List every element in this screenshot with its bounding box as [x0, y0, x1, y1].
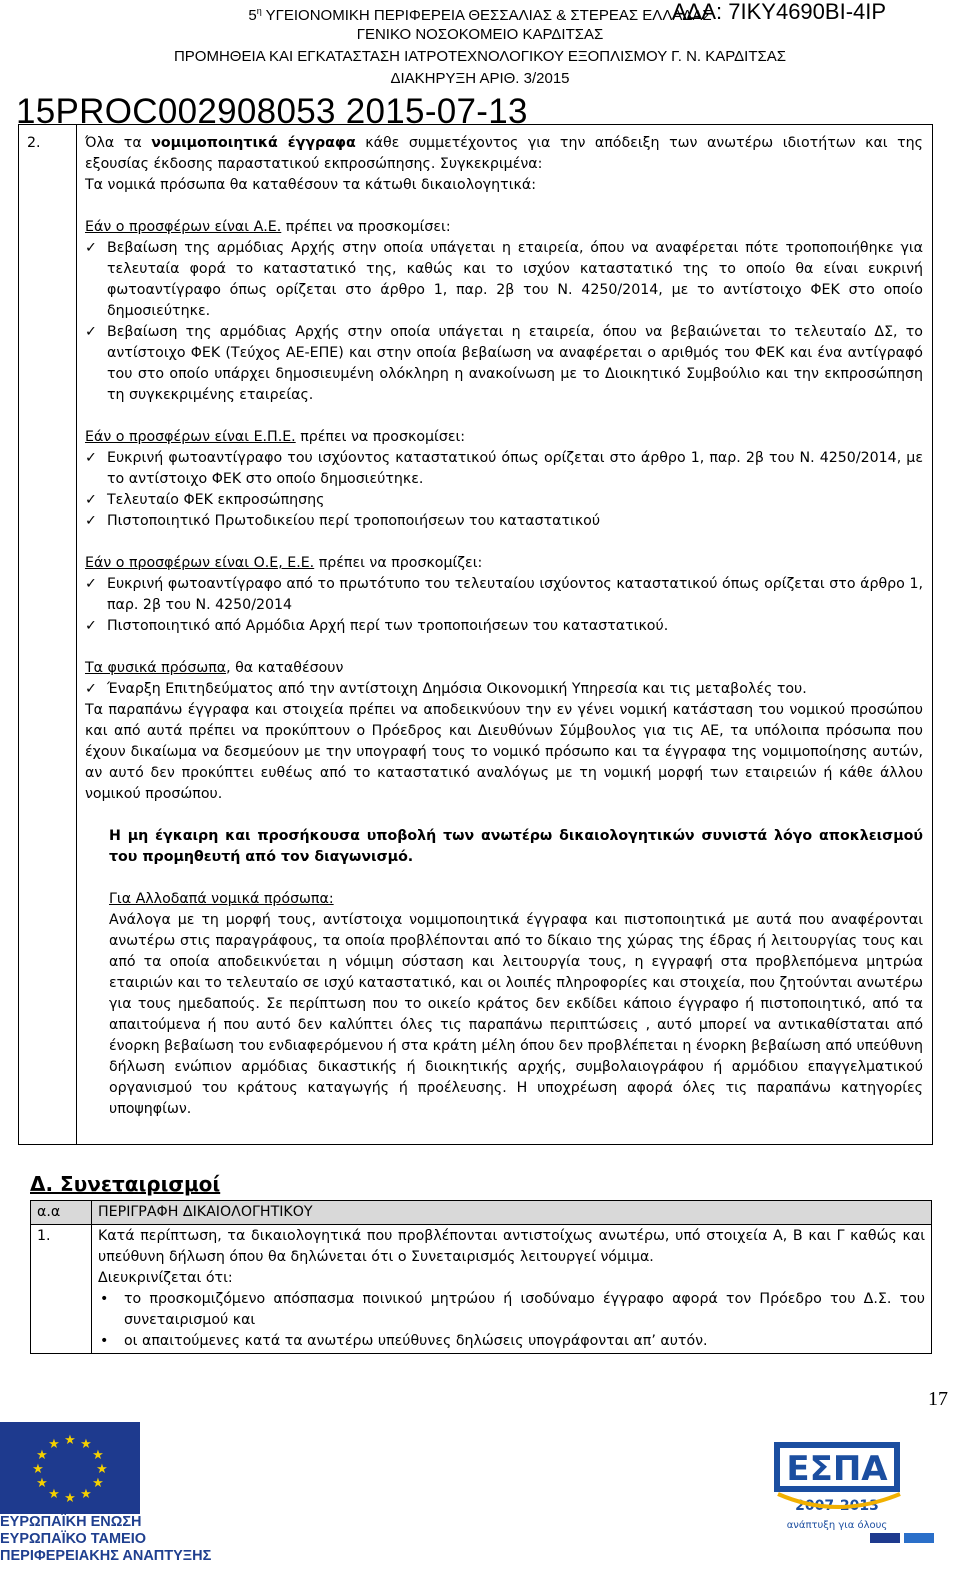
ae-item: [85, 238, 923, 322]
row-bullet: [98, 1331, 925, 1352]
row-bullet: [98, 1289, 925, 1331]
eu-caption: [0, 1514, 211, 1565]
check-icon: ✓: [85, 492, 97, 508]
header-region-number: 5: [248, 7, 257, 24]
oe-heading-underlined: Εάν ο προσφέρων είναι Ο.Ε, Ε.Ε.: [85, 555, 315, 571]
epe-item: [85, 511, 923, 532]
check-icon: ✓: [85, 240, 97, 256]
header-declaration: ΔΙΑΚΗΡΥΞΗ ΑΡΙΘ. 3/2015: [390, 70, 570, 87]
fp-paragraph: Τα παραπάνω έγγραφα και στοιχεία πρέπει να αποδεικνύουν την εν γένει νομική κατάσταση του νομικού προσώπου και από αυτά πρέπει να προκύπτουν ο Πρόεδρος και Διευθύνων Σύμβουλος για τις ΑΕ, τα υπόλοιπα πρόσωπα που έχουν δικαίωμα να δεσμεύουν με την υπογραφή τους το νομικό πρόσωπο και τα έγγραφα της νομιμοποίησης αυτών, αν αυτό δεν προκύπτει ευθέως από το καταστατικό αναλόγως με τη νομική μορφή των εταιρειών ή κάθε άλλου νομικού προσώπου.: [85, 702, 923, 802]
svg-text:★: ★: [48, 1487, 60, 1502]
foreign-paragraph: Ανάλογα με τη μορφή τους, αντίστοιχα νομιμοποιητικά έγγραφα και πιστοποιητικά με αυτά που αναφέρονται ανωτέρω στις παραγράφους, τα οποία προβλέπονται από το δίκαιο της χώρας της έδρας ή λειτουργίας τους και από τα οποία αποδεικνύεται η νόμιμη σύσταση και λειτουργία τους, η εγγραφή στα προβλεπόμενα μητρώα εταιριών και το τελευταίο σε ισχύ καταστατικό, και οι λοιπές πληροφορίες και στοιχεία, που ζητούνται ανωτέρω για τους ημεδαπούς. Σε περίπτωση που το οικείο κράτος δεν εκδίδει κάποιο έγγραφο ή πιστοποιητικό, από τα απαιτούμενα ή που αυτό δεν καλύπτει όλες τις παραπάνω περιπτώσεις , αυτό μπορεί να αντικαθίσταται από ένορκη βεβαίωση του ενδιαφερόμενου ή στα κράτη μέλη όπου δεν προβλέπεται η ένορκη βεβαίωση από υπεύθυνη δήλωση ενώπιον αρμόδιας δικαστικής ή διοικητικής αρχής, συμβολαιογράφου ή αρμόδιου επαγγελματικού οργανισμού του κράτους καταγωγής ή προέλευσης. Η υποχρέωση αφορά όλες τις παραπάνω κατηγορίες υποψηφίων.: [109, 912, 923, 1117]
espa-logo-icon: [750, 1432, 940, 1544]
bullet-icon: •: [100, 1333, 109, 1349]
proc-stamp: 15PROC002908053 2015-07-13: [16, 92, 528, 131]
epe-item: [85, 490, 923, 511]
requirements-box: [18, 124, 933, 1145]
intro-post: κάθε συμμετέχοντος για την απόδειξη των ανωτέρω ιδιοτήτων και της εξουσίας έκδοσης παραστατικού εκπροσώπησης. Συγκεκριμένα:: [85, 135, 923, 172]
eu-flag-icon: [0, 1422, 140, 1514]
check-icon: ✓: [85, 681, 97, 697]
svg-text:★: ★: [80, 1487, 92, 1502]
intro-paragraph: [85, 133, 923, 175]
epe-item-text: Πιστοποιητικό Πρωτοδικείου περί τροποποιήσεων του καταστατικού: [107, 513, 601, 529]
espa-title: ΕΣΠΑ: [786, 1449, 888, 1489]
oe-heading-rest: πρέπει να προσκομίζει:: [314, 555, 483, 571]
row-text: Κατά περίπτωση, τα δικαιολογητικά που προβλέπονται αντιστοίχως ανωτέρω, υπό στοιχεία Α, Β και Γ καθώς και υπεύθυνη δήλωση όπου θα δηλώνεται ότι ο Συνεταιρισμός λειτουργεί νόμιμα.: [98, 1228, 925, 1265]
oe-item-text: Πιστοποιητικό από Αρμόδια Αρχή περί των τροποποιήσεων του καταστατικού.: [107, 618, 669, 634]
svg-text:★: ★: [64, 1491, 76, 1506]
oe-item: [85, 616, 923, 637]
row-bullet-text: οι απαιτούμενες κατά τα ανωτέρω υπεύθυνες δηλώσεις υπογράφονται απ’ αυτόν.: [124, 1333, 708, 1349]
intro-pre: Όλα τα: [85, 135, 152, 151]
epe-heading: [85, 427, 923, 448]
epe-heading-underlined: Εάν ο προσφέρων είναι Ε.Π.Ε.: [85, 429, 296, 445]
item-content: [85, 133, 923, 1120]
epe-item-text: Τελευταίο ΦΕΚ εκπροσώπησης: [107, 492, 325, 508]
svg-text:★: ★: [48, 1437, 60, 1452]
ada-code: ΑΔΑ: 7ΙΚΥ4690ΒΙ-4ΙΡ: [672, 0, 887, 24]
oe-item-text: Ευκρινή φωτοαντίγραφο από το πρωτότυπο του τελευταίου ισχύοντος καταστατικού όπως ορίζεται στο άρθρο 1, παρ. 2β του Ν. 4250/2014: [107, 576, 923, 613]
eu-line-3: ΠΕΡΙΦΕΡΕΙΑΚΗΣ ΑΝΑΠΤΥΞΗΣ: [0, 1548, 212, 1564]
svg-text:★: ★: [80, 1437, 92, 1452]
epe-heading-rest: πρέπει να προσκομίσει:: [295, 429, 466, 445]
foreign-heading: [85, 889, 923, 910]
ae-heading-rest: πρέπει να προσκομίσει:: [281, 219, 451, 235]
fp-heading-rest: , θα καταθέσουν: [226, 660, 344, 676]
check-icon: ✓: [85, 450, 97, 466]
header-region-name: ΥΓΕΙΟΝΟΜΙΚΗ ΠΕΡΙΦΕΡΕΙΑ ΘΕΣΣΑΛΙΑΣ & ΣΤΕΡΕΑΣ ΕΛΛΑΔΑΣ: [261, 7, 712, 24]
fp-item-text: Έναρξη Επιτηδεύματος από την αντίστοιχη Δημόσια Οικονομική Υπηρεσία και τις μεταβολές του.: [107, 681, 807, 697]
row-bullet-text: το προσκομιζόμενο απόσπασμα ποινικού μητρώου ή ισοδύναμο έγγραφο αφορά τον Πρόεδρο του Δ.Σ. του συνεταιρισμού και: [124, 1291, 925, 1328]
eu-line-1: ΕΥΡΩΠΑΪΚΗ ΕΝΩΣΗ: [0, 1514, 142, 1530]
warning-paragraph: Η μη έγκαιρη και προσήκουσα υποβολή των ανωτέρω δικαιολογητικών συνιστά λόγο αποκλεισμού του προμηθευτή από τον διαγωνισμό.: [109, 828, 923, 865]
item-number: 2.: [27, 135, 41, 151]
ae-item: [85, 322, 923, 406]
svg-text:★: ★: [36, 1476, 48, 1491]
fp-heading-underlined: Τα φυσικά πρόσωπα: [85, 660, 227, 676]
cooperatives-table: [30, 1200, 932, 1354]
espa-slogan: ανάπτυξη για όλους: [786, 1520, 888, 1531]
intro-bold: νομιμοποιητικά έγγραφα: [151, 135, 356, 151]
check-icon: ✓: [85, 324, 97, 340]
ae-heading-underlined: Εάν ο προσφέρων είναι Α.Ε.: [85, 219, 282, 235]
table-row-content: [92, 1225, 932, 1354]
table-header-description: ΠΕΡΙΓΡΑΦΗ ΔΙΚΑΙΟΛΟΓΗΤΙΚΟΥ: [92, 1201, 932, 1225]
oe-heading: [85, 553, 923, 574]
fp-heading: [85, 658, 923, 679]
oe-item: [85, 574, 923, 616]
svg-text:★: ★: [92, 1448, 104, 1463]
intro-line-2: Τα νομικά πρόσωπα θα καταθέσουν τα κάτωθι δικαιολογητικά:: [85, 177, 537, 193]
svg-text:★: ★: [64, 1433, 76, 1448]
ae-item-text: Βεβαίωση της αρμόδιας Αρχής στην οποία υπάγεται η εταιρεία, όπου να αναφέρεται πότε τροποποιήθηκε για τελευταία φορά το καταστατικό της, καθώς και το ισχύον καταστατικό της το οποίο θα είναι ευκρινή φωτοαντίγραφο όπως ορίζεται στο άρθρο 1, παρ. 2β του Ν. 4250/2014, με το αντίστοιχο ΦΕΚ στο οποίο δημοσιεύτηκε.: [107, 240, 923, 319]
epe-item: [85, 448, 923, 490]
check-icon: ✓: [85, 513, 97, 529]
check-icon: ✓: [85, 618, 97, 634]
table-row: [31, 1225, 932, 1354]
epe-item-text: Ευκρινή φωτοαντίγραφο του ισχύοντος καταστατικού όπως ορίζεται στο άρθρο 1, παρ. 2β του Ν. 4250/2014, με το αντίστοιχο ΦΕΚ στο οποίο δημοσιεύτηκε.: [107, 450, 923, 487]
ae-heading: [85, 217, 923, 238]
ae-item-text: Βεβαίωση της αρμόδιας Αρχής στην οποία υπάγεται η εταιρεία, όπου να βεβαιώνεται το τελευταίο ΔΣ, το αντίστοιχο ΦΕΚ (Τεύχος ΑΕ-ΕΠΕ) και στην οποία βεβαίωση να αναφέρεται ο αριθμός του ΦΕΚ και ένα αντίγραφό του στο οποίο υπάρχει δημοσιευμένη ολόκληρη η ανακοίνωση με το Διοικητικό Συμβούλιο και την εκπροσώπηση τη συγκεκριμένης εταιρείας.: [107, 324, 923, 403]
header-procurement: ΠΡΟΜΗΘΕΙΑ ΚΑΙ ΕΓΚΑΤΑΣΤΑΣΗ ΙΑΤΡΟΤΕΧΝΟΛΟΓΙΚΟΥ ΕΞΟΠΛΙΣΜΟΥ Γ. Ν. ΚΑΡΔΙΤΣΑΣ: [173, 48, 787, 65]
page-number: 17: [928, 1388, 948, 1410]
check-icon: ✓: [85, 576, 97, 592]
table-header-number: α.α: [31, 1201, 92, 1225]
foreign-heading-underlined: Για Αλλοδαπά νομικά πρόσωπα:: [109, 891, 334, 907]
svg-text:★: ★: [36, 1448, 48, 1463]
svg-text:★: ★: [96, 1462, 108, 1477]
eu-line-2: ΕΥΡΩΠΑΪΚΟ ΤΑΜΕΙΟ: [0, 1531, 147, 1547]
table-header-row: [31, 1201, 932, 1225]
column-divider: [76, 125, 77, 1144]
header-region-sup: η: [256, 6, 262, 16]
svg-text:★: ★: [92, 1476, 104, 1491]
header-hospital: ΓΕΝΙΚΟ ΝΟΣΟΚΟΜΕΙΟ ΚΑΡΔΙΤΣΑΣ: [356, 26, 604, 43]
row-clarify: Διευκρινίζεται ότι:: [98, 1270, 233, 1286]
table-row-number: 1.: [31, 1225, 92, 1354]
bullet-icon: •: [100, 1291, 109, 1307]
section-title: Δ. Συνεταιρισμοί: [30, 1172, 221, 1196]
espa-years: 2007-2013: [795, 1498, 879, 1514]
fp-item: [85, 679, 923, 700]
svg-text:★: ★: [32, 1462, 44, 1477]
